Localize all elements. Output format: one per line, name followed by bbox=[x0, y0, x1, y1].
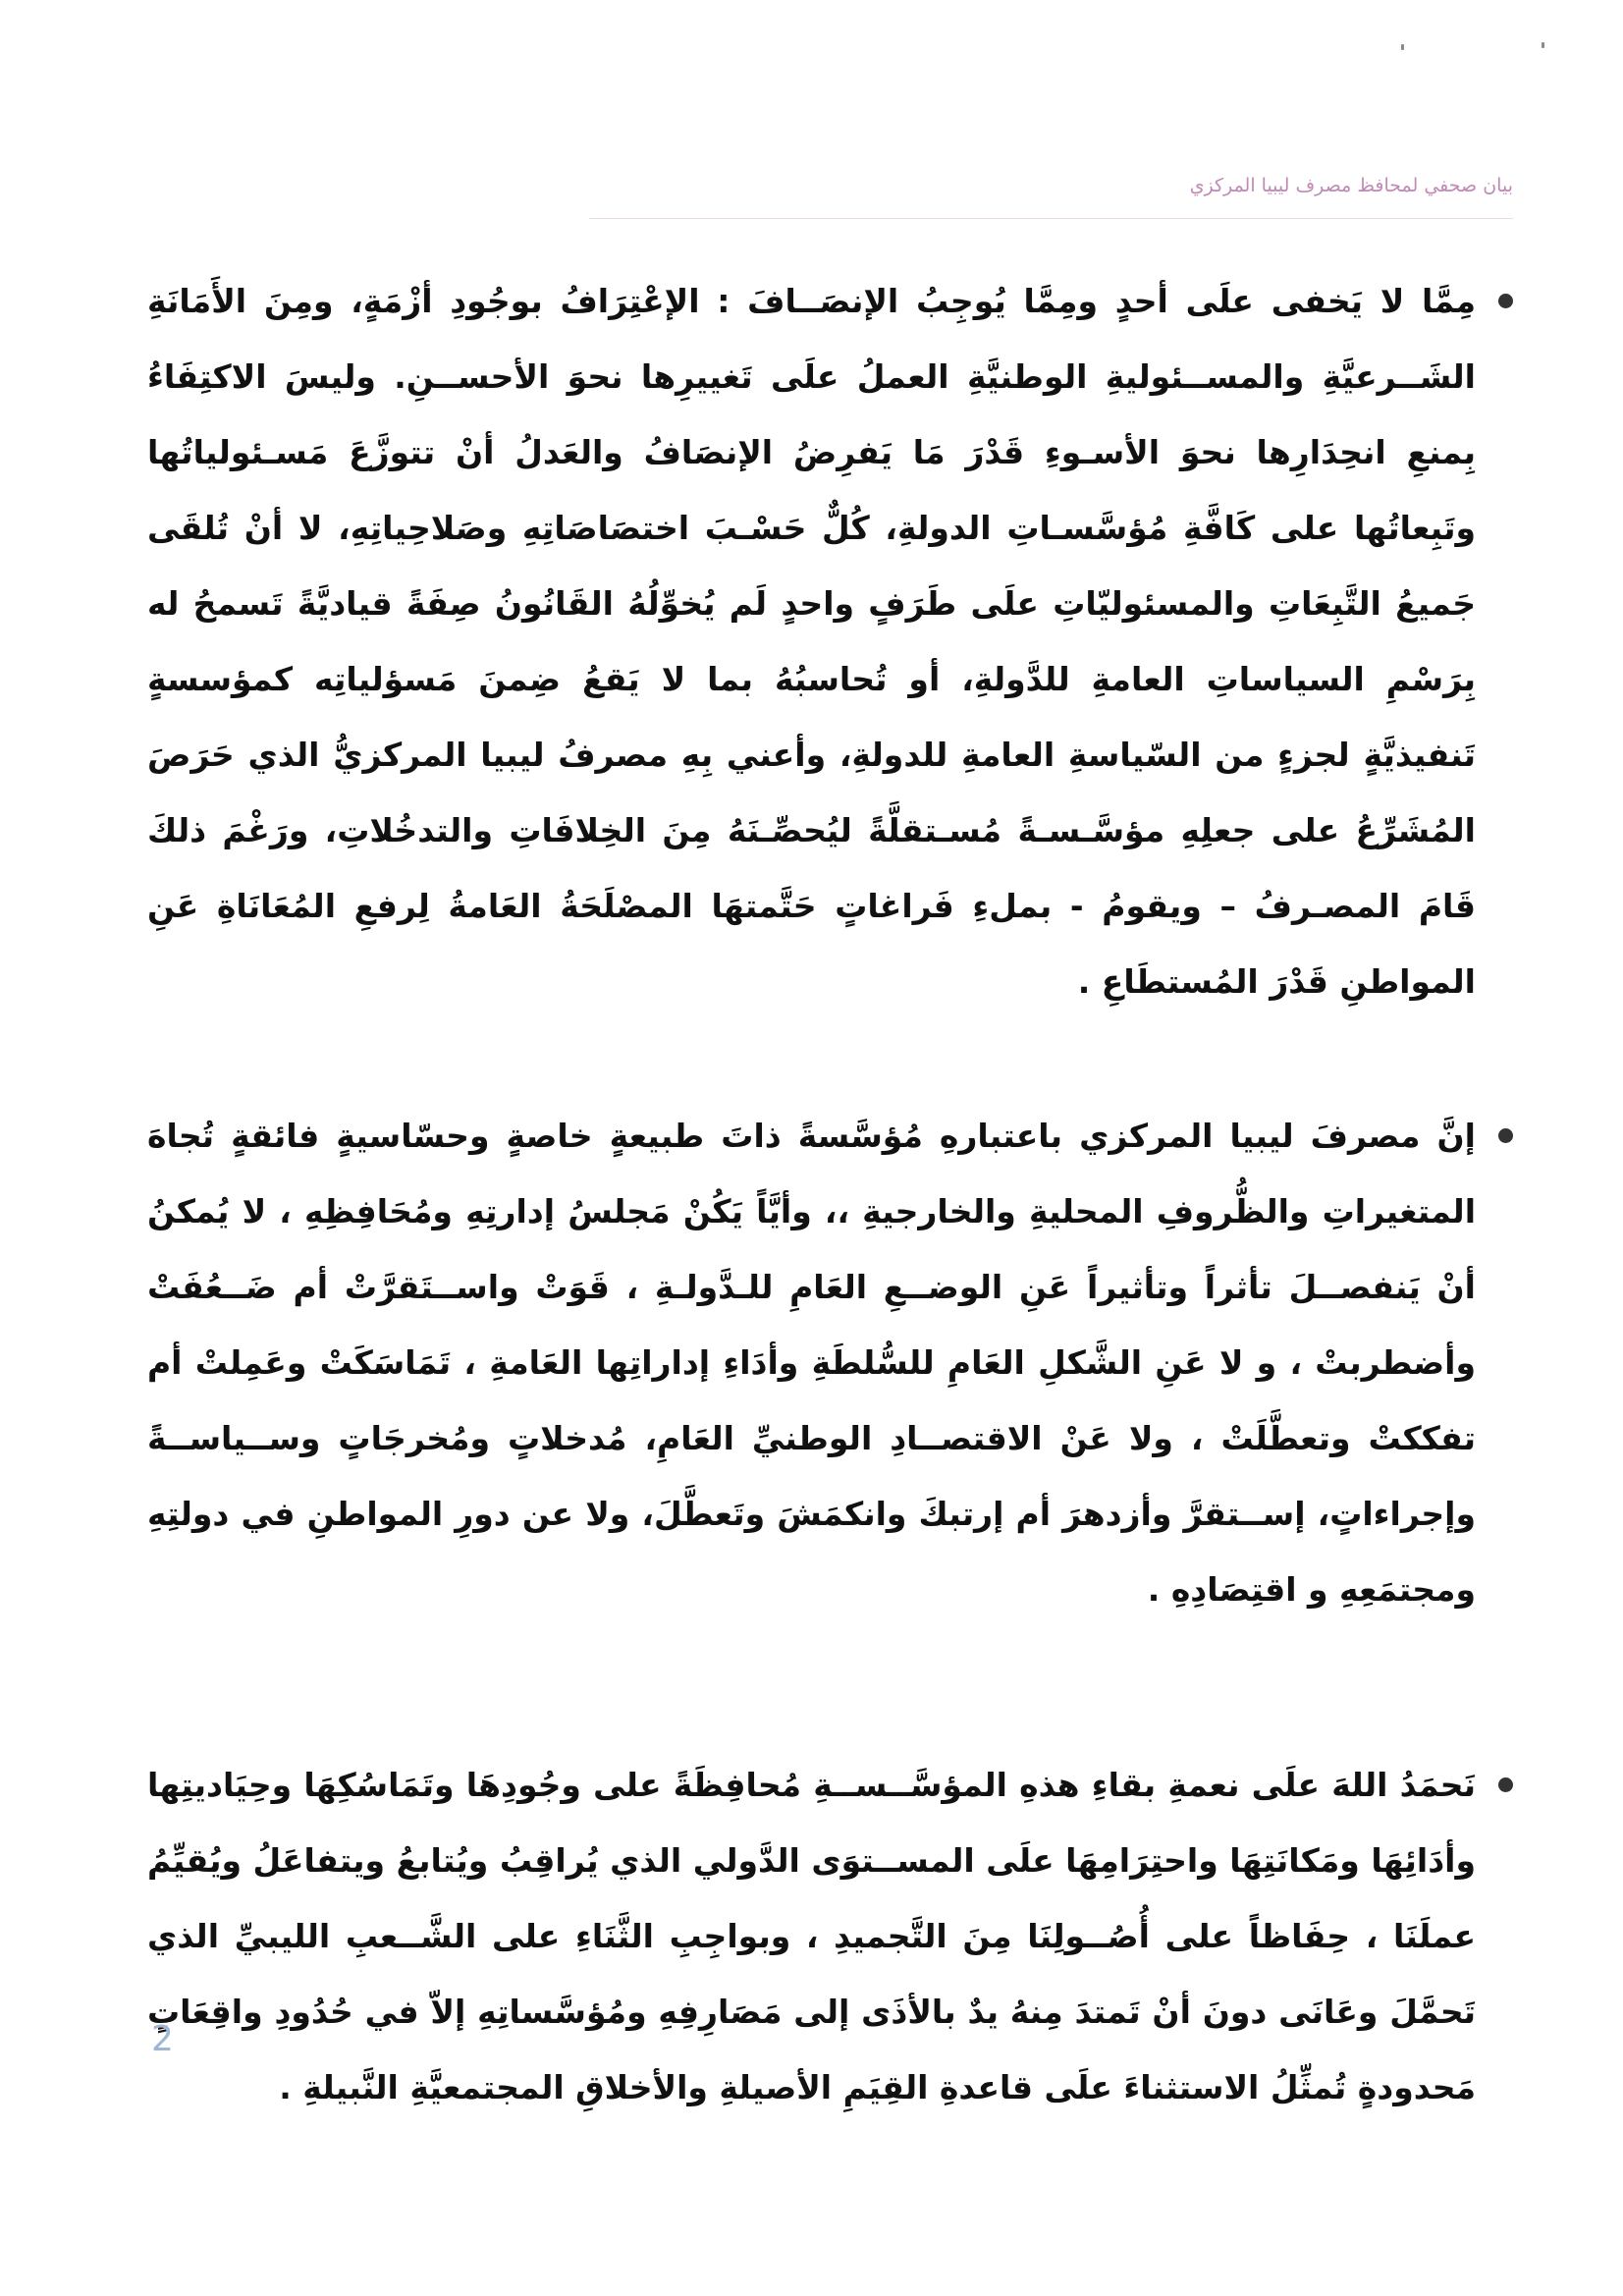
scan-speck bbox=[1401, 44, 1404, 50]
bullet-icon bbox=[1498, 1128, 1513, 1143]
paragraph-3 bbox=[147, 1747, 1513, 2125]
paragraph-2 bbox=[147, 1098, 1513, 1627]
page-number: 2 bbox=[151, 2019, 174, 2059]
paragraph-text: نَحمَدُ اللهَ علَى نعمةِ بقاءِ هذهِ المؤسَّــســةِ مُحافِظَةً على وجُودِهَا وتَمَاسُكِهَا وحِيَاديتِها وأدَائِهَا ومَكانَتِهَا واحتِرَامِهَا علَى المســتوَى الدَّولي الذي يُراقِبُ ويُتابعُ ويتفاعَلُ ويُقيِّمُ عملَنَا ، حِفَاظاً على أُصُــولِنَا مِنَ التَّجميدِ ، وبواجِبِ الثَّنَاءِ على الشَّــعبِ الليبيِّ الذي تَحمَّلَ وعَانَى دونَ أنْ تَمتدَ مِنهُ يدٌ بالأذَى إلى مَصَارِفِهِ ومُؤسَّساتِهِ إلاّ في حُدُودِ واقِعَاتٍ مَحدودةٍ تُمثِّلُ الاستثناءَ علَى قاعدةِ القِيَمِ الأصيلةِ والأخلاقِ المجتمعيَّةِ النَّبيلةِ . bbox=[147, 1766, 1476, 2106]
bullet-icon bbox=[1498, 1777, 1513, 1792]
paragraph-1 bbox=[147, 263, 1513, 1019]
paragraph-text: إنَّ مصرفَ ليبيا المركزي باعتبارهِ مُؤسَّسةً ذاتَ طبيعةٍ خاصةٍ وحسّاسيةٍ فائقةٍ تُجاهَ المتغيراتِ والظُّروفِ المحليةِ والخارجيةِ ،، وأيَّاً يَكُنْ مَجلسُ إدارتِهِ ومُحَافِظِهِ ، لا يُمكنُ أنْ يَنفصــلَ تأثراً وتأثيراً عَنِ الوضــعِ العَامِ للـدَّولـةِ ، قَوَتْ واســتَقرَّتْ أم ضَــعُفَتْ وأضطربتْ ، و لا عَنِ الشَّكلِ العَامِ للسُّلطَةِ وأدَاءِ إداراتِها العَامةِ ، تَمَاسَكَتْ وعَمِلتْ أم تفككتْ وتعطَّلَتْ ، ولا عَنْ الاقتصــادِ الوطنيِّ العَامِ، مُدخلاتٍ ومُخرجَاتٍ وســياســةً وإجراءاتٍ، إســتقرَّ وأزدهرَ أم إرتبكَ وانكمَشَ وتَعطَّلَ، ولا عن دورِ المواطنِ في دولتِهِ ومجتمَعِهِ و اقتِصَادِهِ . bbox=[147, 1117, 1476, 1609]
bullet-icon bbox=[1498, 294, 1513, 308]
running-header: بيان صحفي لمحافظ مصرف ليبيا المركزي bbox=[1189, 175, 1513, 196]
document-body bbox=[147, 263, 1513, 2125]
paragraph-text: مِمَّا لا يَخفى علَى أحدٍ ومِمَّا يُوجِبُ الإنصَــافَ : الإعْتِرَافُ بوجُودِ أزْمَةٍ، ومِنَ الأَمَانَةِ الشَــرعيَّةِ والمســئوليةِ الوطنيَّةِ العملُ علَى تَغييرِها نحوَ الأحســنِ. وليسَ الاكتِفَاءُ بِمنعِ انحِدَارِها نحوَ الأسـوءِ قَدْرَ مَا يَفرِضُ الإنصَافُ والعَدلُ أنْ تتوزَّعَ مَسـئولياتُها وتَبِعاتُها على كَافَّةِ مُؤسَّسـاتِ الدولةِ، كُلٌّ حَسْـبَ اختصَاصَاتِهِ وصَلاحِياتِهِ، لا أنْ تُلقَى جَميعُ التَّبِعَاتِ والمسئوليّاتِ علَى طَرَفٍ واحدٍ لَم يُخوِّلُهُ القَانُونُ صِفَةً قياديَّةً تَسمحُ له بِرَسْمِ السياساتِ العامةِ للدَّولةِ، أو تُحاسبُهُ بما لا يَقعُ ضِمنَ مَسؤلياتِه كمؤسسةٍ تَنفيذيَّةٍ لجزءٍ من السّياسةِ العامةِ للدولةِ، وأعني بِهِ مصرفُ ليبيا المركزيُّ الذي حَرَصَ المُشَرِّعُ على جعلِهِ مؤسَّـسـةً مُسـتقلَّةً ليُحصِّـنَهُ مِنَ الخِلافَاتِ والتدخُلاتِ، ورَغْمَ ذلكَ قَامَ المصـرفُ – ويقومُ - بملءِ فَراغاتٍ حَتَّمتهَا المصْلَحَةُ العَامةُ لِرفعِ المُعَانَاةِ عَنِ المواطنِ قَدْرَ المُستطَاعِ . bbox=[147, 282, 1476, 1001]
header-divider bbox=[589, 218, 1513, 219]
scan-speck bbox=[1542, 42, 1544, 48]
